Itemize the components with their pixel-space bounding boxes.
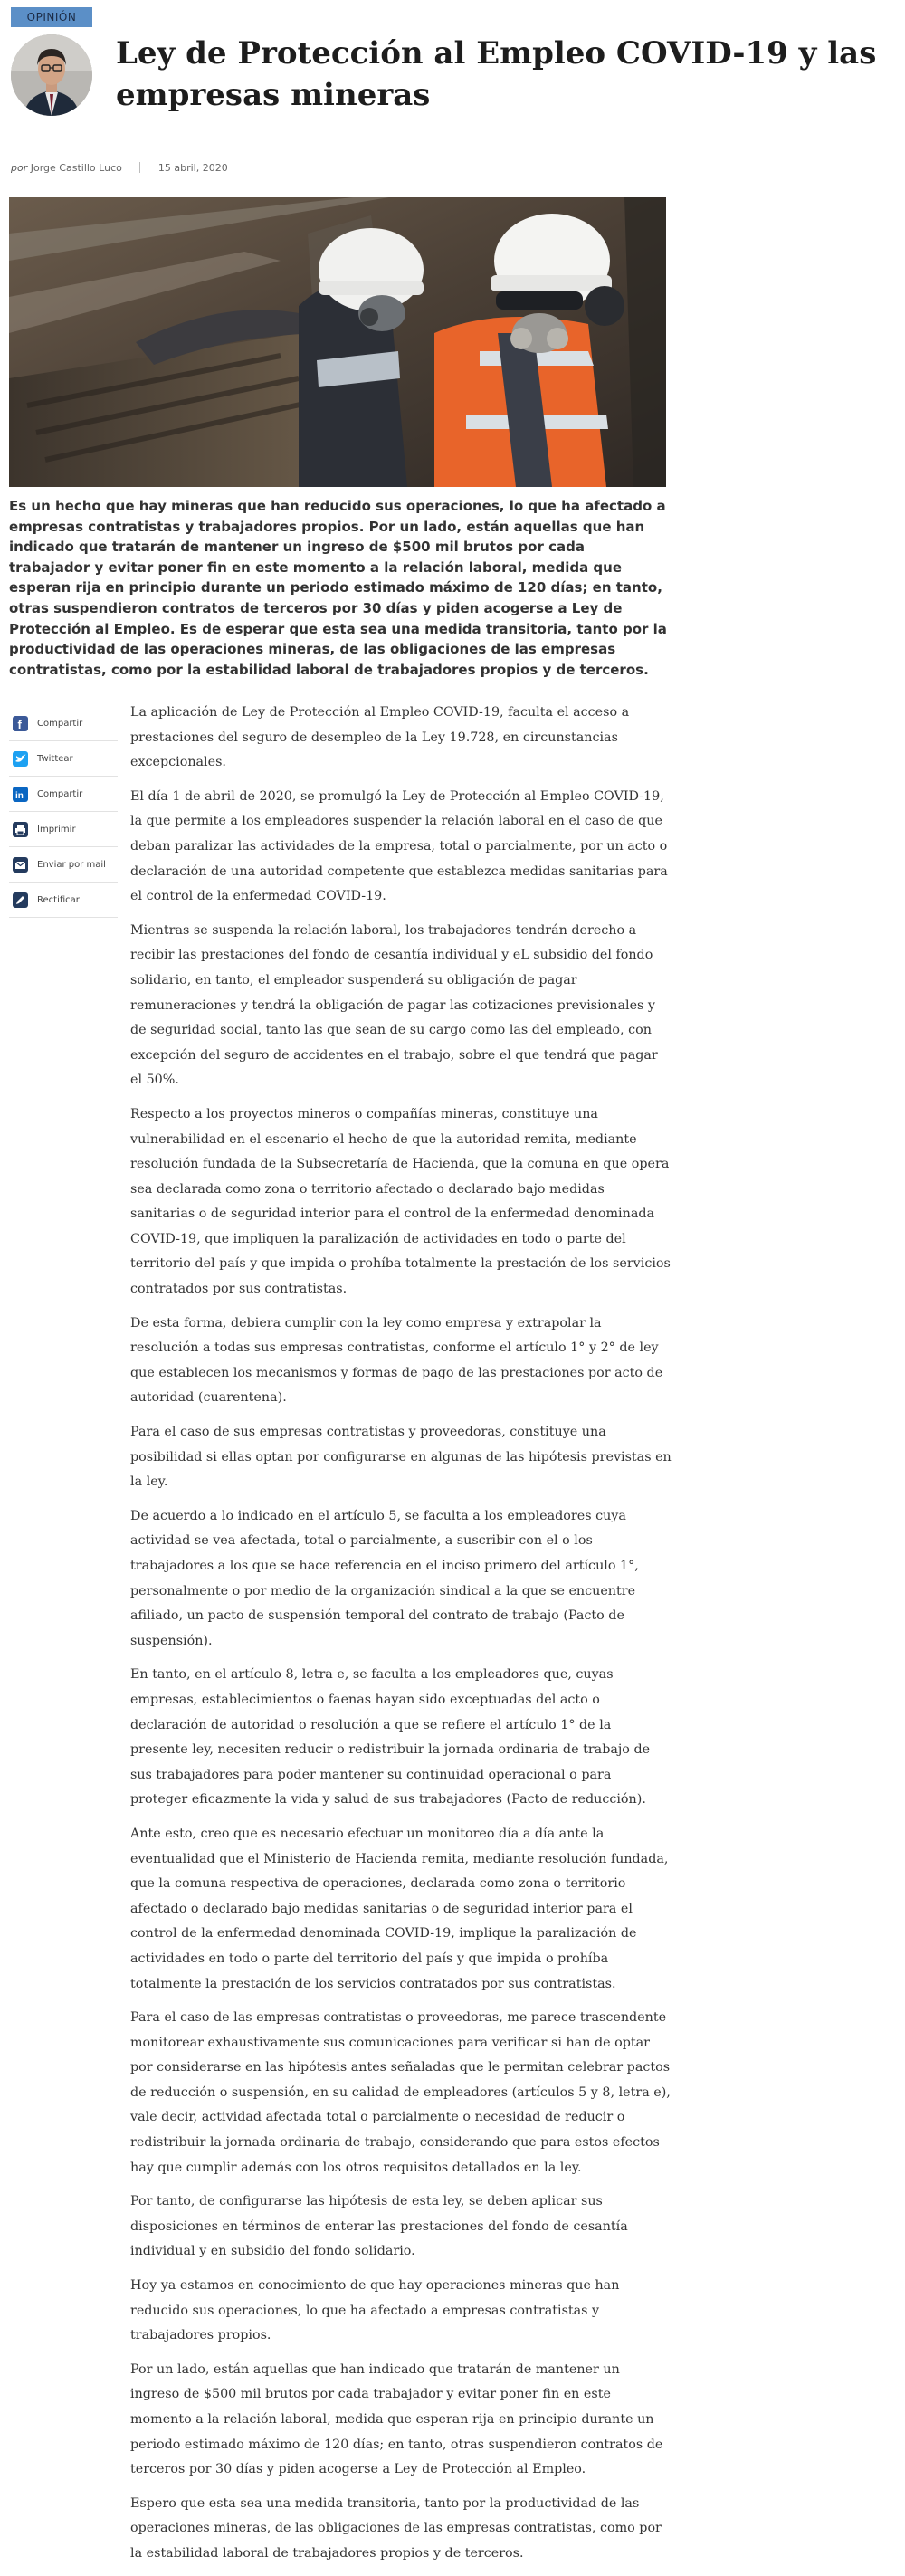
share-linkedin-button[interactable] xyxy=(9,777,118,812)
article-paragraph: Ante esto, creo que es necesario efectuar un monitoreo día a día ante la eventualidad que el Ministerio de Hacienda remita, mediante resolución fundada, que la comuna respectiva de operaciones, declarada como zona o territorio afectado o declarado bajo medidas sanitarias o de seguridad interior para el control de la enfermedad denominada COVID-19, implique la paralización de actividades en todo o parte del territorio del país y que impida o prohíba totalmente la prestación de los servicios contratados por sus contratistas. xyxy=(130,1826,669,1991)
correct-button[interactable] xyxy=(9,883,118,918)
section-tag[interactable]: OPINIÓN xyxy=(11,7,92,27)
article-paragraph: Por un lado, están aquellas que han indicado que tratarán de mantener un ingreso de $500 mil brutos por cada trabajador y evitar poner fin en este momento a la relación laboral, medida que esperan rija en principio durante un periodo estimado máximo de 120 días; en tanto, otras suspendieron contratos de terceros por 30 días y piden acogerse a Ley de Protección al Empleo. xyxy=(130,2361,663,2477)
article-paragraph: Para el caso de las empresas contratistas o proveedoras, me parece trascendente monitorear exhaustivamente sus comunicaciones para verificar si han de optar por considerarse en las hipótesis antes señaladas que le permitan celebrar pactos de reducción o suspensión, en su calidad de empleadores (artículos 5 y 8, letra e), vale decir, actividad afectada total o parcialmente o necesidad de reducir o redistribuir la jornada ordinaria de trabajo, considerando que para estos efectos hay que cumplir además con los otros requisitos detallados en la ley. xyxy=(130,2010,671,2175)
twitter-icon xyxy=(13,751,28,767)
author-name[interactable]: Jorge Castillo Luco xyxy=(30,162,122,174)
share-label: Compartir xyxy=(37,718,83,729)
pencil-icon xyxy=(13,892,28,908)
byline xyxy=(11,159,228,177)
article-paragraph: Hoy ya estamos en conocimiento de que hay operaciones mineras que han reducido sus operaciones, lo que ha afectado a empresas contratistas y trabajadores propios. xyxy=(130,2278,620,2343)
share-facebook-button[interactable] xyxy=(9,706,118,741)
byline-prefix: por xyxy=(11,162,28,174)
article-paragraph: Por tanto, de configurarse las hipótesis de esta ley, se deben aplicar sus disposiciones en términos de enterar las prestaciones del fondo de cesantía individual y en subsidio del fondo solidario. xyxy=(130,2194,628,2259)
svg-text:f: f xyxy=(17,717,22,731)
facebook-icon xyxy=(13,716,28,731)
article-title: Ley de Protección al Empleo COVID-19 y las empresas mineras xyxy=(116,35,877,113)
article-lede: Es un hecho que hay mineras que han reducido sus operaciones, lo que ha afectado a empresas contratistas y trabajadores propios. Por un lado, están aquellas que han indicado que tratarán de mantener un ingreso de $500 mil brutos por cada trabajador y evitar poner fin en este momento a la relación laboral, medida que esperan rija en principio durante un periodo estimado máximo de 120 días; en tanto, otras suspendieron contratos de terceros por 30 días y piden acogerse a Ley de Protección al Empleo. Es de esperar que esta sea una medida transitoria, tanto por la productividad de las operaciones mineras, de las obligaciones de las empresas contratistas, como por la estabilidad laboral de trabajadores propios y de terceros. xyxy=(9,498,667,678)
article-paragraph: Espero que esta sea una medida transitoria, tanto por la productividad de las operaciones mineras, de las obligaciones de las empresas contratistas, como por la estabilidad laboral de trabajadores propios y de terceros. xyxy=(130,2495,662,2561)
print-icon xyxy=(13,822,28,837)
mail-icon xyxy=(13,857,28,873)
article-paragraph: El día 1 de abril de 2020, se promulgó la Ley de Protección al Empleo COVID-19, la que permite a los empleadores suspender la relación laboral en el caso de que deban paralizar las actividades de la empresa, total o parcialmente, por un acto o declaración de una autoridad competente que establezca medidas sanitarias para el control de la enfermedad COVID-19. xyxy=(130,788,668,904)
share-label: Twittear xyxy=(37,753,73,764)
hero-image xyxy=(9,197,666,487)
article-body xyxy=(130,701,672,2576)
article-paragraph: La aplicación de Ley de Protección al Empleo COVID-19, faculta el acceso a prestaciones del seguro de desempleo de la Ley 19.728, en circunstancias excepcionales. xyxy=(130,705,630,770)
byline-separator xyxy=(139,162,140,173)
share-label: Rectificar xyxy=(37,894,80,905)
svg-text:in: in xyxy=(15,790,24,801)
article-paragraph: De esta forma, debiera cumplir con la ley como empresa y extrapolar la resolución a todas sus empresas contratistas, conforme el artículo 1° y 2° de ley que establecen los mecanismos y formas de pago de las prestaciones por acto de autoridad (cuarentena). xyxy=(130,1315,663,1406)
share-label: Compartir xyxy=(37,788,83,799)
share-label: Imprimir xyxy=(37,824,76,835)
article-paragraph: Respecto a los proyectos mineros o compañías mineras, constituye una vulnerabilidad en el escenario el hecho de que la autoridad remita, mediante resolución fundada de la Subsecretaría de Hacienda, que la comuna en que opera sea declarada como zona o territorio afectado o declarado bajo medidas sanitarias o de seguridad interior para el control de la enfermedad denominada COVID-19, que impliquen la paralización de actividades en todo o parte del territorio del país y que impida o prohíba totalmente la prestación de los servicios contratados por sus contratistas. xyxy=(130,1106,671,1297)
share-twitter-button[interactable] xyxy=(9,741,118,777)
article-paragraph: Mientras se suspenda la relación laboral, los trabajadores tendrán derecho a recibir las prestaciones del fondo de cesantía individual y eL subsidio del fondo solidario, en tanto, el empleador suspenderá su obligación de pagar remuneraciones y tendrá la obligación de pagar las cotizaciones previsionales y de seguridad social, tanto las que sean de su cargo como las del empleado, con excepción del seguro de accidentes en el trabajo, sobre el que tendrá que pagar el 50%. xyxy=(130,922,658,1088)
article-paragraph: De acuerdo a lo indicado en el artículo 5, se faculta a los empleadores cuya actividad se vea afectada, total o parcialmente, a suscribir con el o los trabajadores a los que se hace referencia en el inciso primero del artículo 1°, personalmente o por medio de la organización sindical a la que se encuentre afiliado, un pacto de suspensión temporal del contrato de trabajo (Pacto de suspensión). xyxy=(130,1508,639,1648)
author-photo xyxy=(11,34,92,116)
publish-date: 15 abril, 2020 xyxy=(157,162,228,174)
miners-photo xyxy=(9,197,666,487)
article-paragraph: Para el caso de sus empresas contratistas y proveedoras, constituye una posibilidad si ellas optan por configurarse en algunas de las hipótesis previstas en la ley. xyxy=(130,1425,672,1490)
email-button[interactable] xyxy=(9,847,118,883)
print-button[interactable] xyxy=(9,812,118,847)
share-sidebar xyxy=(9,706,118,918)
author-avatar xyxy=(11,34,92,116)
share-label: Enviar por mail xyxy=(37,859,106,870)
article-paragraph: En tanto, en el artículo 8, letra e, se faculta a los empleadores que, cuyas empresas, establecimientos o faenas hayan sido exceptuadas del acto o declaración de autoridad o resolución a que se refiere el artículo 1° de la presente ley, necesiten reducir o redistribuir la jornada ordinaria de trabajo de sus trabajadores para poder mantener su continuidad operacional o para proteger eficazmente la vida y salud de sus trabajadores (Pacto de reducción). xyxy=(130,1667,651,1808)
linkedin-icon xyxy=(13,787,28,802)
